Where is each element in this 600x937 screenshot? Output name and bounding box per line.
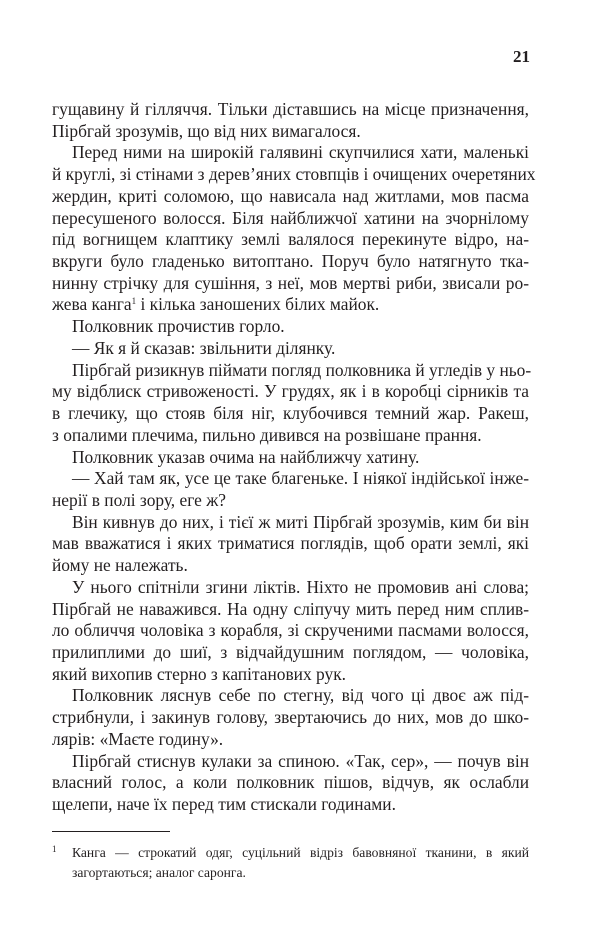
text-line: Канга — строкатий одяг, суцільний відріз бавовняної тканини, в який (72, 845, 529, 860)
text-line: Полковник указав очима на найближчу хатину. (72, 446, 420, 467)
text-line: — Хай там як, усе це таке благеньке. І ніякої індійської інже- (72, 468, 529, 489)
paragraph (52, 447, 529, 469)
paragraph (52, 685, 529, 750)
text-line: — Як я й сказав: звільнити ділянку. (72, 337, 336, 358)
text-line: нерії в полі зору, еге ж? (52, 489, 226, 510)
text-line: ло обличчя чоловіка з корабля, зі скрученими пасмами волосся, (52, 620, 529, 641)
text-line: вкруги було гладенько витоптано. Поруч було натягнуто тка- (52, 251, 529, 272)
paragraph (52, 99, 529, 142)
text-line: Пірбгай зрозумів, що від них вимагалося. (52, 120, 361, 141)
footnote-ref: 1 (131, 296, 137, 307)
text-line: У нього спітніли згини ліктів. Ніхто не промовив ані слова; (72, 576, 529, 597)
text-line: Полковник ляснув себе по стегну, від чого ці двоє аж під- (72, 685, 529, 706)
text-line: з опалими плечима, пильно дивився на розвішане прання. (52, 424, 482, 445)
paragraph (52, 577, 529, 686)
text-line: Перед ними на широкій галявині скупчилися хати, маленькі (72, 142, 529, 163)
text-line: Пірбгай стиснув кулаки за спиною. «Так, сер», — почув він (72, 750, 529, 771)
text-line: Пірбгай ризикнув піймати погляд полковника й угледів у ньо- (72, 359, 532, 380)
text-line: Пірбгай не наважився. На одну сліпучу мить перед ним сплив- (52, 598, 529, 619)
text-line: нинну стрічку для сушіння, з неї, мов мертві риби, звисали ро- (52, 272, 529, 293)
footnote-text (72, 843, 529, 883)
paragraph (52, 512, 529, 577)
paragraph (52, 751, 529, 816)
text-line: стрибнули, і закинув голову, звертаючись до них, мов до шко- (52, 707, 529, 728)
text-line: жердин, криті соломою, що нависала над житлами, мов пасма (52, 185, 529, 206)
text-line: під вогнищем клаптику землі валялося перекинуте відро, на- (52, 229, 529, 250)
paragraph (52, 359, 532, 447)
body-text (52, 99, 536, 816)
paragraph (52, 338, 529, 360)
text-line: який вихопив стерно з капітанових рук. (52, 663, 346, 684)
text-line: й круглі, зі стінами з дерев’яних стовпців і очищених очеретяних (52, 164, 536, 185)
text-line: Він кивнув до них, і тієї ж миті Пірбгай зрозумів, ким би він (72, 511, 529, 532)
text-line: йому не належать. (52, 555, 188, 576)
footnote-mark: 1 (52, 844, 57, 854)
paragraph (52, 316, 529, 338)
paragraph (52, 142, 536, 316)
text-line: в глечику, що стояв біля ніг, клубочився темний жар. Ракеш, (52, 403, 529, 424)
page-number: 21 (513, 47, 530, 66)
text-line: загортаються; аналог саронга. (72, 865, 246, 880)
text-line: жева канга$^1$ і кілька заношених білих майок. (52, 294, 380, 315)
text-line: Полковник прочистив горло. (72, 316, 285, 337)
footnote (52, 843, 529, 883)
text-line: лярів: «Маєте годину». (52, 728, 224, 749)
text-line: щелепи, наче їх перед тим стискали годинами. (52, 794, 396, 814)
text-line: му відблиск стривоженості. У грудях, як і в коробці сірників та (52, 381, 529, 402)
text-line: власний голос, а коли полковник пішов, відчув, як ослабли (52, 772, 529, 793)
paragraph (52, 468, 529, 511)
text-line: пересушеного волосся. Біля найближчої хатини на зчорнілому (52, 207, 529, 228)
footnote-divider (52, 831, 170, 832)
text-line: мав вважатися і яких триматися поглядів, щоб орати землі, які (52, 533, 529, 554)
text-line: прилиплими до шиї, з відчайдушним поглядом, — чоловіка, (52, 641, 529, 662)
text-line: гущавину й гілляччя. Тільки діставшись на місце призначення, (52, 99, 529, 119)
